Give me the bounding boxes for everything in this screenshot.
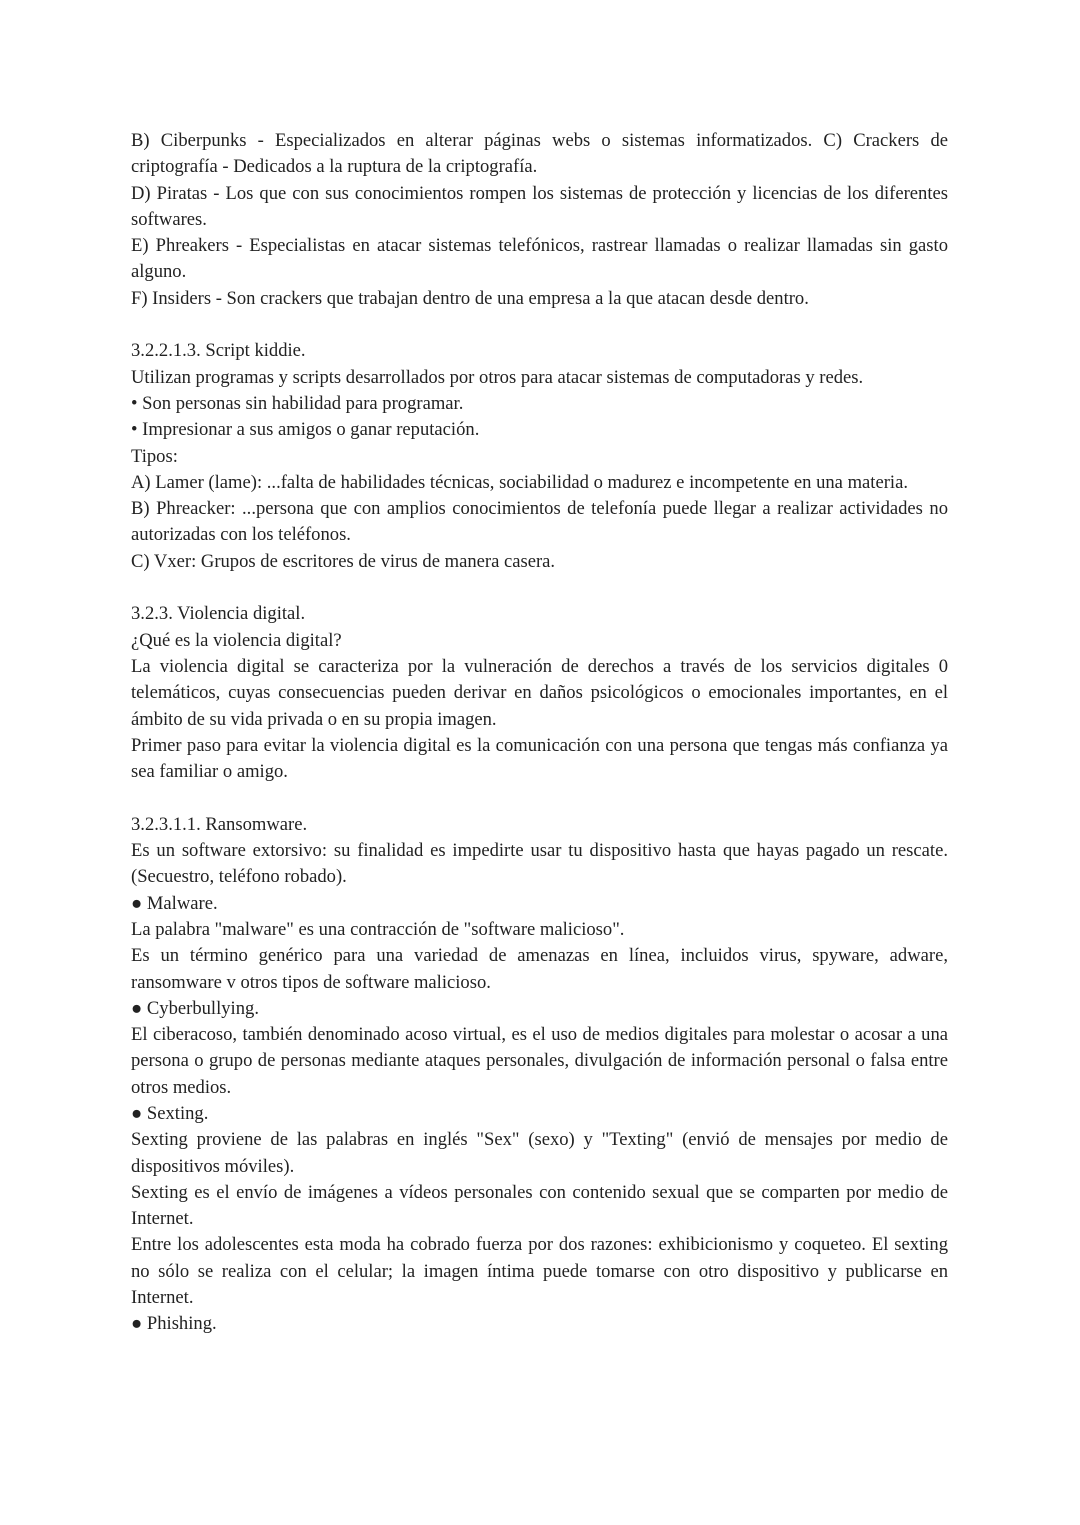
- section-gap: [131, 785, 948, 811]
- bullet-title: Sexting.: [146, 1102, 209, 1124]
- bullet-item-malware: [131, 891, 948, 917]
- bullet-title: Malware.: [146, 892, 218, 914]
- paragraph-type-phreacker: B) Phreacker: ...persona que con amplios conocimientos de telefonía puede llegar a realizar actividades no autorizadas con los teléfonos.: [131, 498, 948, 546]
- paragraph-insiders: F) Insiders - Son crackers que trabajan dentro de una empresa a la que atacan desde dentro.: [131, 287, 809, 309]
- paragraph-piratas: D) Piratas - Los que con sus conocimientos rompen los sistemas de protección y licencias de los diferentes softwares.: [131, 182, 948, 230]
- question-violencia-digital: ¿Qué es la violencia digital?: [131, 629, 342, 651]
- paragraph-type-vxer: C) Vxer: Grupos de escritores de virus de manera casera.: [131, 550, 556, 572]
- paragraph-ciberpunks: B) Ciberpunks - Especializados en alterar páginas webs o sistemas informatizados. C) Crackers de criptografía - Dedicados a la ruptura de la criptografía.: [131, 130, 948, 178]
- heading-script-kiddie: 3.2.2.1.3. Script kiddie.: [131, 340, 306, 362]
- bullet-icon: ●: [131, 892, 143, 914]
- bullet-icon: ●: [131, 1102, 143, 1124]
- paragraph-violencia-first-step: Primer paso para evitar la violencia digital es la comunicación con una persona que tengas más confianza ya sea familiar o amigo.: [131, 734, 948, 783]
- paragraph-phreakers: E) Phreakers - Especialistas en atacar sistemas telefónicos, rastrear llamadas o realizar llamadas sin gasto alguno.: [131, 235, 948, 283]
- paragraph-violencia-definition: La violencia digital se caracteriza por la vulneración de derechos a través de los servicios digitales 0 telemáticos, cuyas consecuencias pueden derivar en daños psicológicos o emocionales importantes, en el ámbito de su vida privada o en su propia imagen.: [131, 655, 948, 730]
- bullet-item-cyberbullying: [131, 996, 948, 1022]
- bullet-icon: ●: [131, 1313, 143, 1335]
- bullet-title: Cyberbullying.: [146, 997, 259, 1019]
- bullet-text: Son personas sin habilidad para programar.: [142, 392, 464, 414]
- paragraph-ransomware: Es un software extorsivo: su finalidad es impedirte usar tu dispositivo hasta que hayas pagado un rescate. (Secuestro, teléfono robado).: [131, 840, 948, 888]
- heading-violencia-digital: 3.2.3. Violencia digital.: [131, 603, 306, 625]
- label-tipos: Tipos:: [131, 445, 178, 467]
- paragraph-malware-2: Es un término genérico para una variedad de amenazas en línea, incluidos virus, spyware, adware, ransomware v otros tipos de software malicioso.: [131, 945, 948, 993]
- paragraph-sexting-3: Entre los adolescentes esta moda ha cobrado fuerza por dos razones: exhibicionismo y coqueteo. El sexting no sólo se realiza con el celular; la imagen íntima puede tomarse con otro dispositivo y publicarse en Internet.: [131, 1234, 948, 1309]
- paragraph-sexting-1: Sexting proviene de las palabras en inglés "Sex" (sexo) y "Texting" (envió de mensajes por medio de dispositivos móviles).: [131, 1129, 948, 1177]
- bullet-icon: •: [131, 419, 138, 441]
- section-gap: [131, 575, 948, 601]
- paragraph-malware-1: La palabra "malware" es una contracción de "software malicioso".: [131, 918, 625, 940]
- bullet-item-phishing: [131, 1311, 948, 1337]
- bullet-icon: ●: [131, 997, 143, 1019]
- bullet-title: Phishing.: [146, 1313, 217, 1335]
- bullet-item: [131, 391, 948, 417]
- bullet-icon: •: [131, 392, 138, 414]
- paragraph-cyberbullying: El ciberacoso, también denominado acoso virtual, es el uso de medios digitales para molestar o acosar a una persona o grupo de personas mediante ataques personales, divulgación de información personal o falsa entre otros medios.: [131, 1024, 948, 1098]
- paragraph-sexting-2: Sexting es el envío de imágenes a vídeos personales con contenido sexual que se comparten por medio de Internet.: [131, 1181, 948, 1230]
- bullet-item-sexting: [131, 1101, 948, 1127]
- bullet-text: Impresionar a sus amigos o ganar reputación.: [142, 419, 480, 441]
- bullet-item: [131, 417, 948, 443]
- paragraph-script-kiddie-intro: Utilizan programas y scripts desarrollados por otros para atacar sistemas de computadoras y redes.: [131, 366, 864, 388]
- paragraph-type-lamer: A) Lamer (lame): ...falta de habilidades técnicas, sociabilidad o madurez e incompetente en una materia.: [131, 471, 908, 493]
- section-gap: [131, 312, 948, 338]
- document-page: [131, 128, 948, 1338]
- heading-ransomware: 3.2.3.1.1. Ransomware.: [131, 813, 308, 835]
